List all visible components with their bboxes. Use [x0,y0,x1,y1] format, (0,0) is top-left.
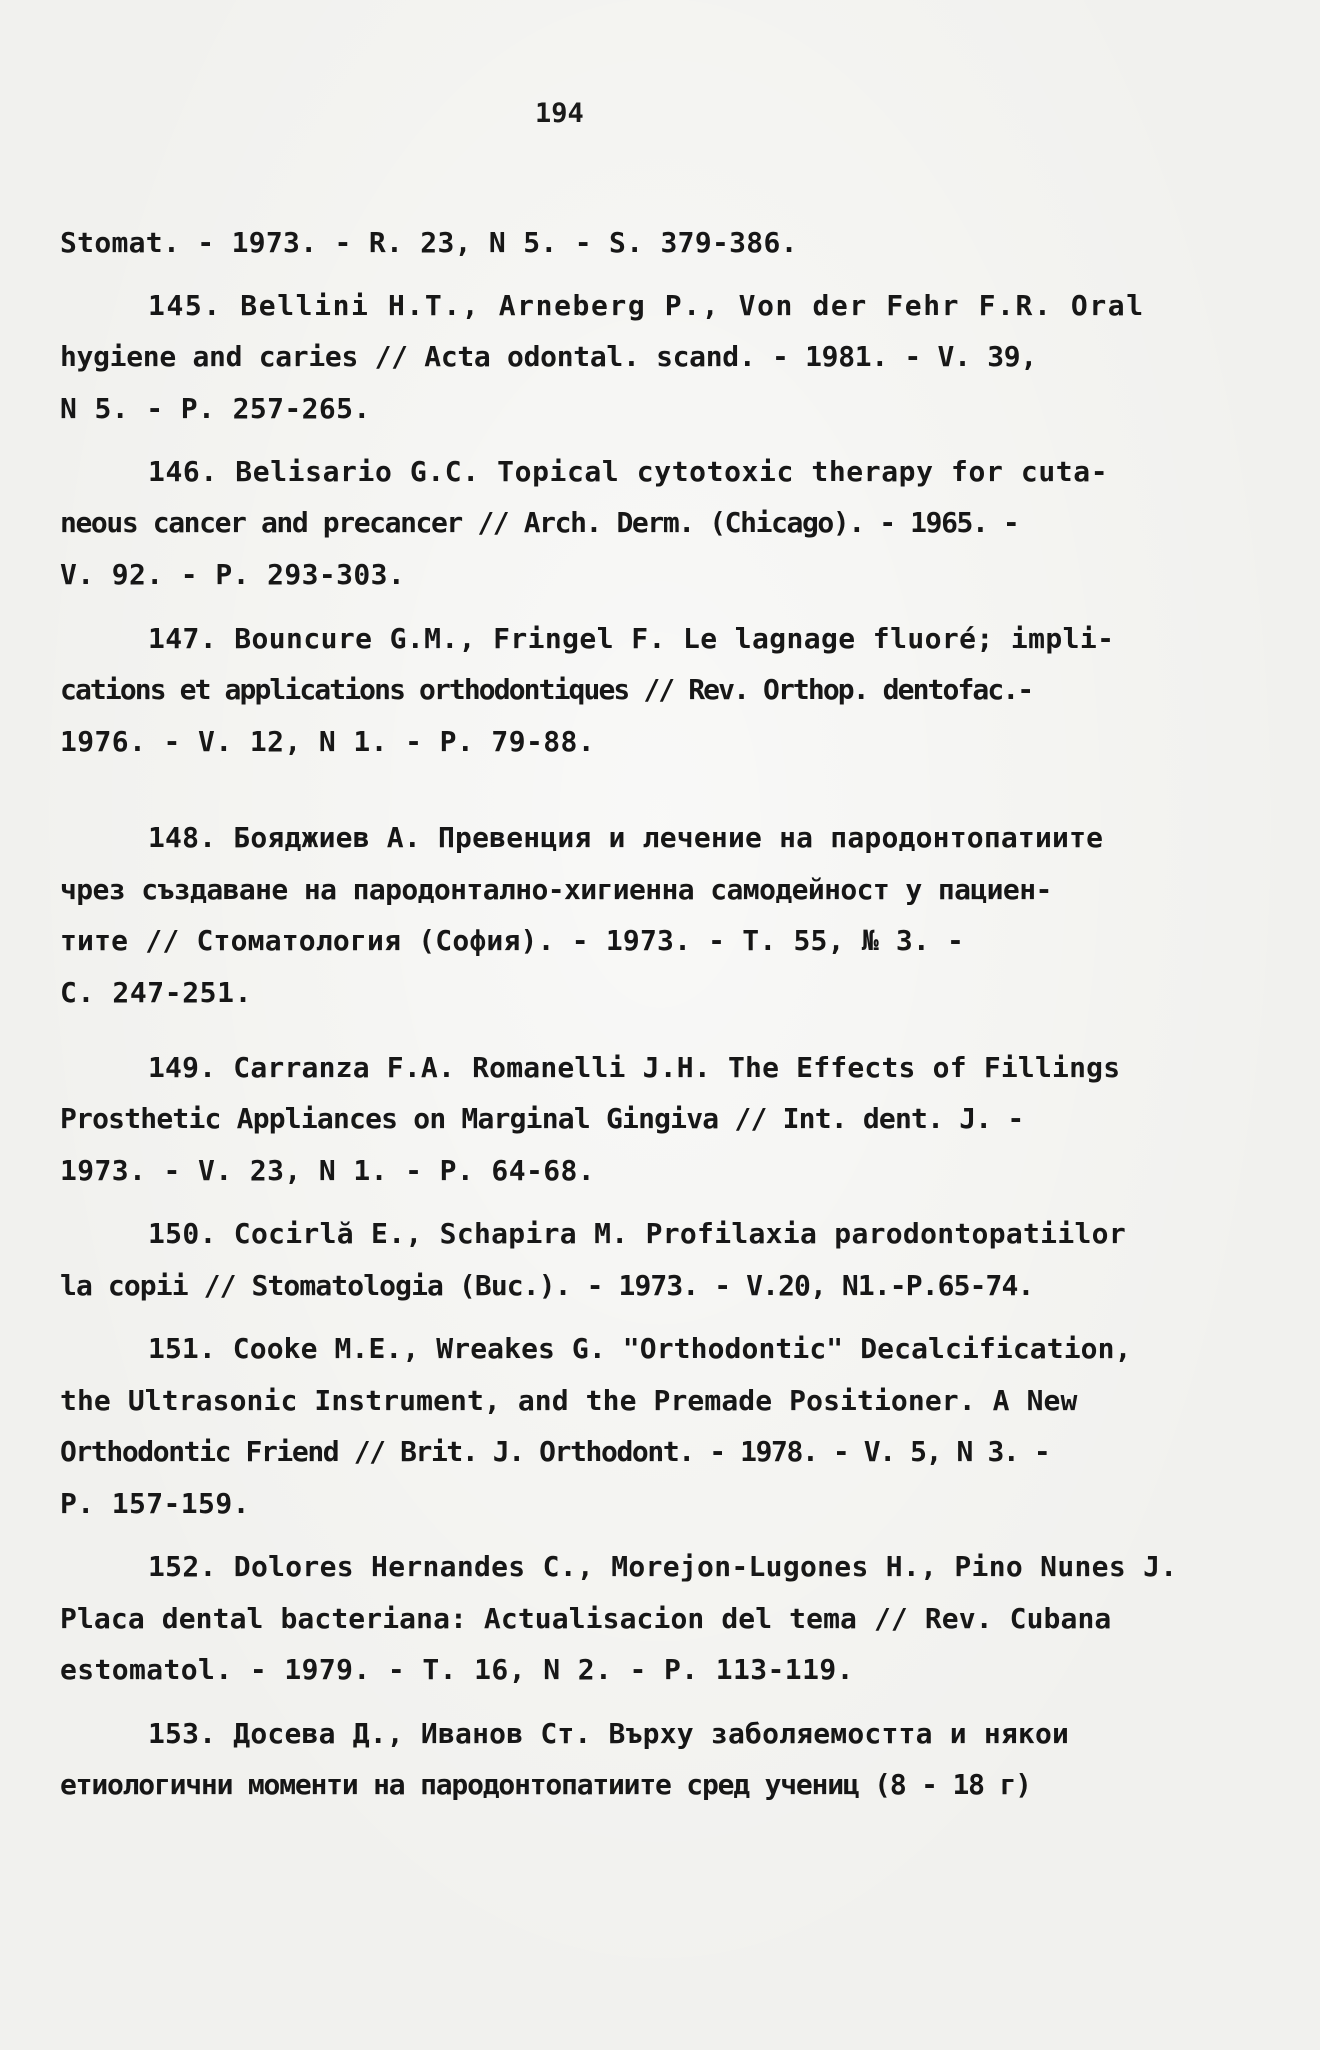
text-line: 150. Cocirlă E., Schapira M. Profilaxia parodontopatiilor [148,1217,1126,1250]
text-line: the Ultrasonic Instrument, and the Premade Positioner. A New [60,1384,1078,1417]
text-line: етиологични моменти на пародонтопатиите сред учениц (8 - 18 г) [60,1768,1031,1801]
text-line: 145. Bellini H.T., Arneberg P., Von der Fehr F.R. Oral [148,289,1145,322]
page-number: 194 [535,98,584,129]
text-line: Stomat. - 1973. - R. 23, N 5. - S. 379-386. [60,226,798,259]
text-line: Prosthetic Appliances on Marginal Gingiva // Int. dent. J. - [60,1102,1024,1135]
text-line: 1973. - V. 23, N 1. - P. 64-68. [60,1154,595,1187]
text-line: N 5. - P. 257-265. [60,392,371,425]
text-line: hygiene and caries // Acta odontal. scand. - 1981. - V. 39, [60,340,1037,373]
text-line: 152. Dolores Hernandes C., Morejon-Lugones H., Pino Nunes J. [148,1550,1178,1583]
text-line: 146. Belisario G.C. Topical cytotoxic therapy for cuta- [148,455,1109,488]
text-line: 147. Bouncure G.M., Fringel F. Le lagnage fluoré; impli- [148,622,1115,655]
text-line: С. 247-251. [60,976,253,1009]
text-line: V. 92. - P. 293-303. [60,558,406,591]
text-line: Orthodontic Friend // Brit. J. Orthodont. - 1978. - V. 5, N 3. - [60,1435,1050,1468]
text-line: cations et applications orthodontiques // Rev. Orthop. dentofac.- [60,673,1033,706]
text-line: la copii // Stomatologia (Buc.). - 1973. - V.20, N1.-P.65-74. [60,1269,1034,1302]
text-line: 149. Carranza F.A. Romanelli J.H. The Effects of Fillings [148,1051,1121,1084]
text-line: 148. Бояджиев А. Превенция и лечение на пародонтопатиите [148,821,1104,854]
text-line: тите // Стоматология (София). - 1973. - Т. 55, № 3. - [60,924,965,957]
text-line: neous cancer and precancer // Arch. Derm. (Chicago). - 1965. - [60,506,1019,539]
text-line: P. 157-159. [60,1487,250,1520]
text-line: 151. Cooke M.E., Wreakes G. "Orthodontic" Decalcification, [148,1332,1132,1365]
text-line: 153. Досева Д., Иванов Ст. Върху заболяемостта и някои [148,1717,1070,1750]
text-line: Placa dental bacteriana: Actualisacion del tema // Rev. Cubana [60,1602,1112,1635]
text-line: чрез създаване на пародонтално-хигиенна самодейност у пациен- [60,873,1052,906]
text-line: estomatol. - 1979. - T. 16, N 2. - P. 113-119. [60,1653,854,1686]
text-line: 1976. - V. 12, N 1. - P. 79-88. [60,725,595,758]
